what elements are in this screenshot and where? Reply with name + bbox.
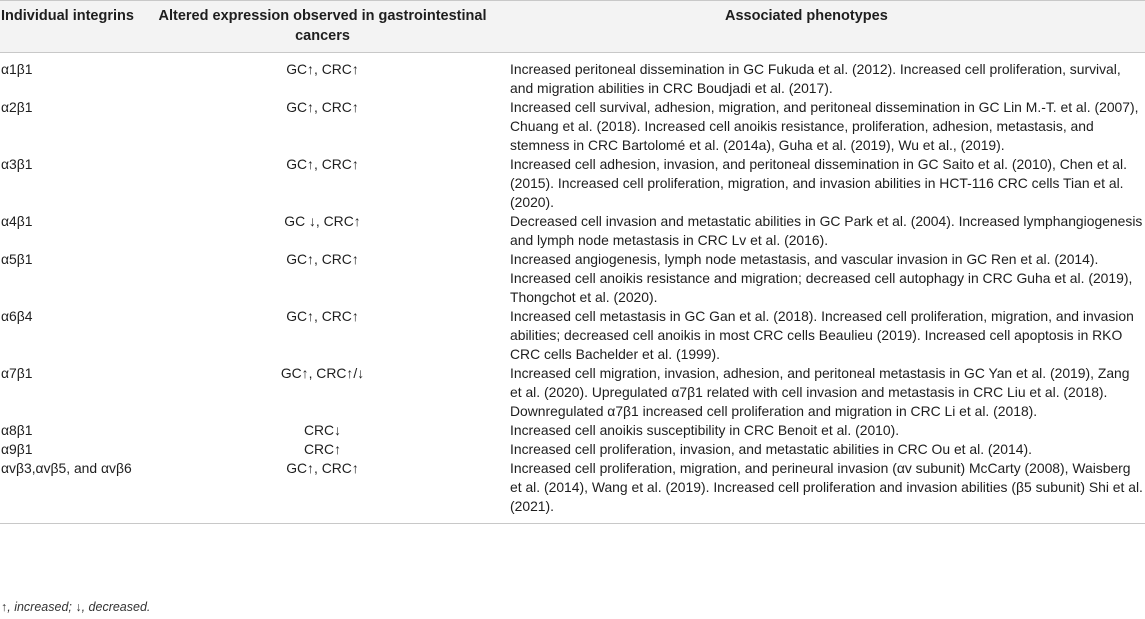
header-individual-integrins: Individual integrins [0, 1, 150, 53]
phenotype-cell: Increased angiogenesis, lymph node metastasis, and vascular invasion in GC Ren et al. (2014). Increased cell anoikis resistance and migration; decreased cell autophagy in CRC Guha et al. (2019), Thongchot et al. (2020). [510, 251, 1133, 305]
table-row [0, 155, 1145, 212]
integrin-cell: α2β1 [1, 99, 33, 115]
header-row [0, 1, 1145, 53]
expression-cell: GC↑, CRC↑ [286, 156, 359, 172]
integrin-cell: αvβ3,αvβ5, and αvβ6 [0, 459, 150, 524]
phenotype-cell: Increased cell migration, invasion, adhesion, and peritoneal metastasis in GC Yan et al. (2019), Zang et al. (2020). Upregulated α7β1 related with cell invasion and metastasis in CRC Liu et al. (2018). Downregulated α7β1 increased cell proliferation and migration in CRC Li et al. (2018). [510, 365, 1130, 419]
table-row [0, 440, 1145, 459]
phenotype-cell: Decreased cell invasion and metastatic abilities in GC Park et al. (2004). Increased lymphangiogenesis and lymph node metastasis in CRC Lv et al. (2016). [510, 213, 1143, 248]
integrin-cell: α7β1 [1, 365, 33, 381]
table-footnote: ↑, increased; ↓, decreased. [1, 600, 151, 614]
header-associated-phenotypes: Associated phenotypes [495, 1, 1145, 53]
integrin-cell: α3β1 [1, 156, 33, 172]
table-row [0, 98, 1145, 155]
expression-cell: GC↑, CRC↑/↓ [280, 365, 365, 381]
phenotype-cell: Increased cell adhesion, invasion, and peritoneal dissemination in GC Saito et al. (2010), Chen et al. (2015). Increased cell proliferation, migration, and invasion abilities in HCT-116 CRC cells Tian et al. (2020). [510, 156, 1127, 210]
expression-cell: GC↑, CRC↑ [286, 308, 359, 324]
phenotype-cell: Increased cell survival, adhesion, migration, and peritoneal dissemination in GC Lin M.-T. et al. (2007), Chuang et al. (2018). Increased cell anoikis resistance, proliferation, adhesion, metastasis, and stemness in CRC Bartolomé et al. (2014a), Guha et al. (2019), Wu et al., (2019). [510, 99, 1139, 153]
expression-cell: CRC↓ [303, 422, 342, 438]
integrin-cell: α8β1 [1, 422, 33, 438]
phenotype-cell: Increased cell anoikis susceptibility in CRC Benoit et al. (2010). [510, 422, 900, 438]
expression-cell: GC↑, CRC↑ [286, 61, 359, 77]
expression-cell: GC ↓, CRC↑ [284, 213, 361, 229]
table-row [0, 364, 1145, 421]
table-row [0, 421, 1145, 440]
table-row [0, 459, 1145, 524]
integrin-cell: α1β1 [1, 61, 33, 77]
phenotype-cell: Increased cell metastasis in GC Gan et al. (2018). Increased cell proliferation, migration, and invasion abilities; decreased cell anoikis in most CRC cells Beaulieu (2019). Increased cell apoptosis in RKO CRC cells Bachelder et al. (1999). [510, 308, 1134, 362]
table-row [0, 307, 1145, 364]
phenotype-cell: Increased cell proliferation, migration, and perineural invasion (αv subunit) McCarty (2008), Waisberg et al. (2014), Wang et al. (2019). Increased cell proliferation and invasion abilities (β5 subunit) Shi et al. (2021). [495, 459, 1145, 524]
table-row [0, 212, 1145, 250]
phenotype-cell: Increased peritoneal dissemination in GC Fukuda et al. (2012). Increased cell proliferation, survival, and migration abilities in CRC Boudjadi et al. (2017). [510, 61, 1121, 96]
integrin-cell: α9β1 [1, 441, 33, 457]
phenotype-cell: Increased cell proliferation, invasion, and metastatic abilities in CRC Ou et al. (2014). [510, 441, 1032, 457]
table-row [0, 250, 1145, 307]
integrin-cell: α4β1 [1, 213, 33, 229]
expression-cell: GC↑, CRC↑ [286, 99, 359, 115]
table-row [0, 53, 1145, 99]
expression-cell: GC↑, CRC↑ [150, 459, 495, 524]
header-altered-expression: Altered expression observed in gastrointestinal cancers [150, 1, 495, 53]
integrin-cell: α6β4 [1, 308, 33, 324]
expression-cell: CRC↑ [303, 441, 342, 457]
integrin-cell: α5β1 [1, 251, 33, 267]
expression-cell: GC↑, CRC↑ [286, 251, 359, 267]
